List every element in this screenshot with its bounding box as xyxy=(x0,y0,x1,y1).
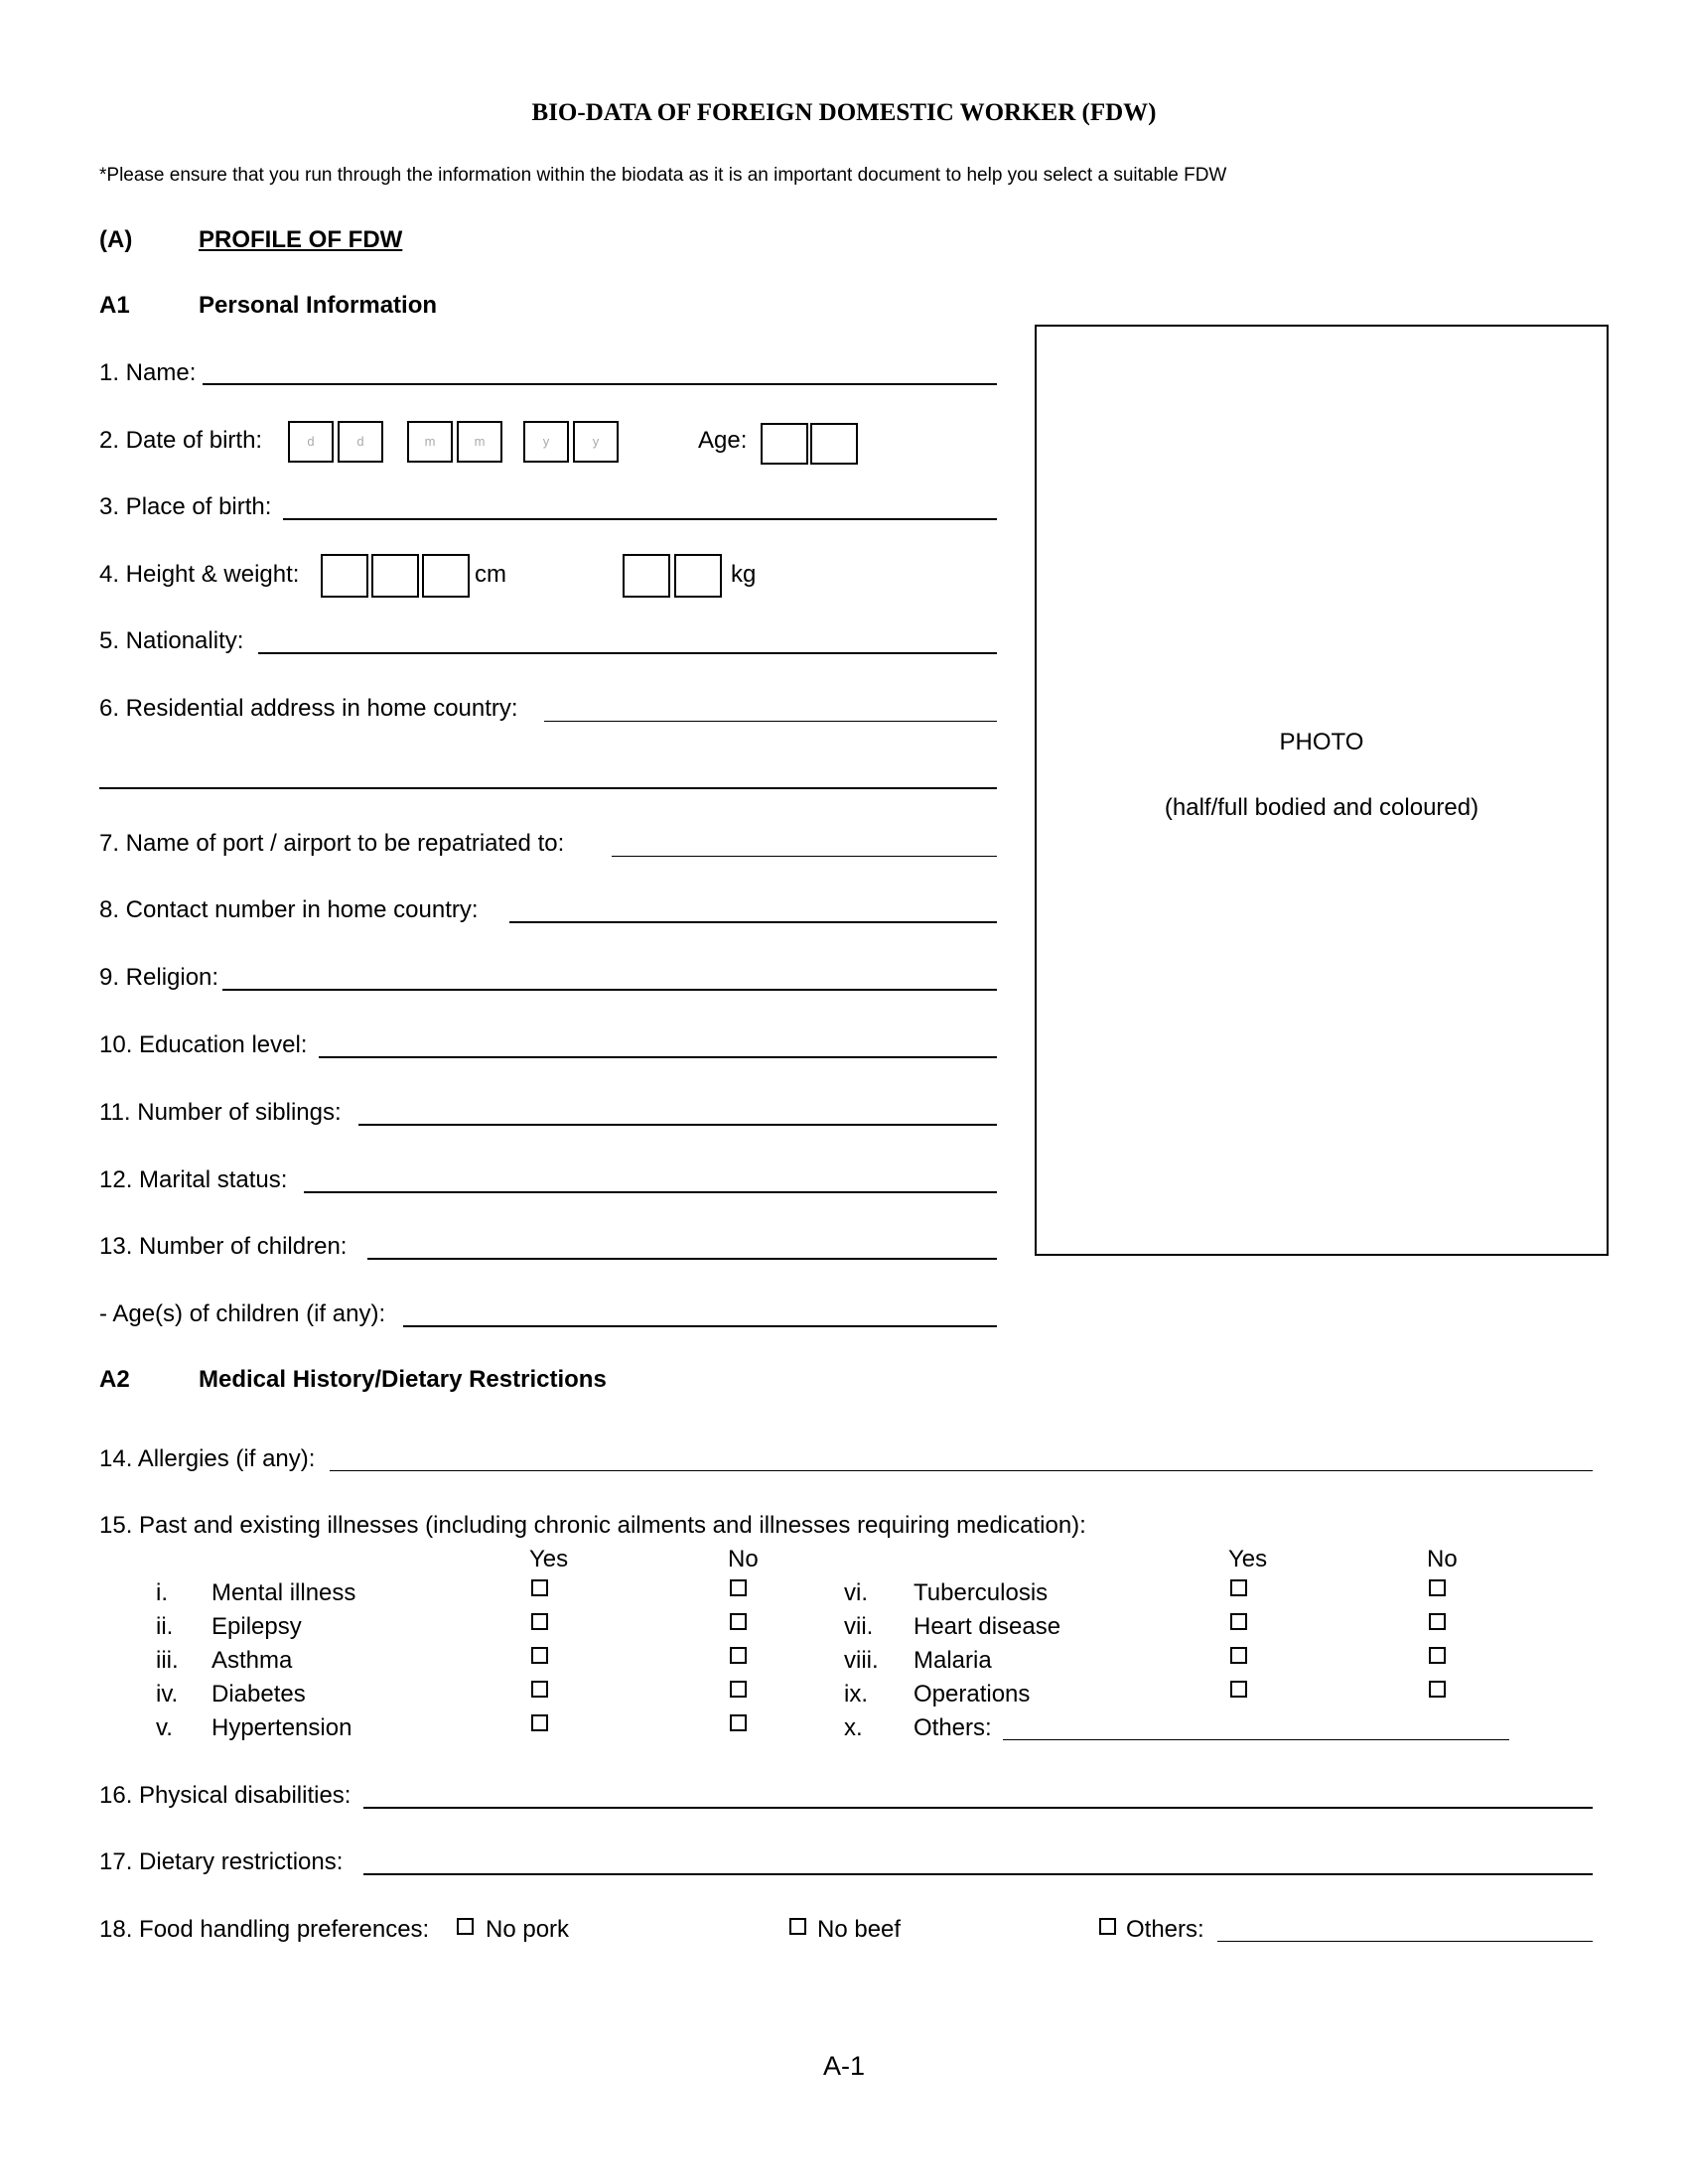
epilepsy-yes-checkbox[interactable] xyxy=(531,1613,548,1630)
page-number: A-1 xyxy=(822,2051,866,2081)
yes-header-left: Yes xyxy=(529,1546,569,1572)
illness-asthma: Asthma xyxy=(211,1647,293,1674)
address-label: 6. Residential address in home country: xyxy=(99,695,518,722)
illness-num: viii. xyxy=(844,1647,879,1674)
cm-unit: cm xyxy=(475,561,506,588)
allergies-label: 14. Allergies (if any): xyxy=(99,1445,316,1472)
food-others-field[interactable] xyxy=(1217,1941,1593,1942)
religion-field[interactable] xyxy=(222,989,997,991)
place-of-birth-label: 3. Place of birth: xyxy=(99,493,272,520)
illnesses-label: 15. Past and existing illnesses (including chronic ailments and illnesses requiring medication): xyxy=(99,1512,1086,1539)
mental-yes-checkbox[interactable] xyxy=(531,1579,548,1596)
photo-label: PHOTO xyxy=(1279,729,1364,755)
nationality-field[interactable] xyxy=(258,652,997,654)
height-box-1[interactable] xyxy=(321,554,368,598)
document-title: BIO-DATA OF FOREIGN DOMESTIC WORKER (FDW) xyxy=(531,99,1157,126)
weight-box-1[interactable] xyxy=(623,554,670,598)
education-label: 10. Education level: xyxy=(99,1031,308,1058)
nationality-label: 5. Nationality: xyxy=(99,627,244,654)
illness-num: iv. xyxy=(156,1681,179,1707)
height-box-2[interactable] xyxy=(371,554,419,598)
section-a-code: (A) xyxy=(99,226,133,253)
children-ages-field[interactable] xyxy=(403,1325,997,1327)
illness-num: iii. xyxy=(156,1647,179,1674)
illness-num: x. xyxy=(844,1714,863,1741)
marital-label: 12. Marital status: xyxy=(99,1166,288,1193)
illness-operations: Operations xyxy=(914,1681,1031,1707)
tuberculosis-no-checkbox[interactable] xyxy=(1429,1579,1446,1596)
dob-year-2[interactable]: y xyxy=(573,421,619,463)
mental-no-checkbox[interactable] xyxy=(730,1579,747,1596)
photo-caption: (half/full bodied and coloured) xyxy=(1164,794,1479,821)
dob-year-1[interactable]: y xyxy=(523,421,569,463)
disabilities-field[interactable] xyxy=(363,1807,1593,1809)
a2-code: A2 xyxy=(99,1366,130,1393)
section-a-title: PROFILE OF FDW xyxy=(199,226,403,253)
kg-unit: kg xyxy=(731,561,757,588)
illness-others-field[interactable] xyxy=(1003,1739,1509,1740)
age-box-1[interactable] xyxy=(761,423,808,465)
age-box-2[interactable] xyxy=(810,423,858,465)
siblings-field[interactable] xyxy=(358,1124,997,1126)
a2-title: Medical History/Dietary Restrictions xyxy=(199,1366,607,1393)
children-label: 13. Number of children: xyxy=(99,1233,348,1260)
dob-month-1[interactable]: m xyxy=(407,421,453,463)
no-beef-checkbox[interactable] xyxy=(789,1918,806,1935)
food-others-checkbox[interactable] xyxy=(1099,1918,1116,1935)
port-label: 7. Name of port / airport to be repatriated to: xyxy=(99,830,565,857)
illness-malaria: Malaria xyxy=(914,1647,992,1674)
weight-box-2[interactable] xyxy=(674,554,722,598)
contact-label: 8. Contact number in home country: xyxy=(99,896,479,923)
diabetes-no-checkbox[interactable] xyxy=(730,1681,747,1698)
illness-diabetes: Diabetes xyxy=(211,1681,306,1707)
hypertension-yes-checkbox[interactable] xyxy=(531,1714,548,1731)
no-beef-label: No beef xyxy=(817,1916,902,1943)
height-box-3[interactable] xyxy=(422,554,470,598)
children-ages-label: - Age(s) of children (if any): xyxy=(99,1300,386,1327)
instruction-note: *Please ensure that you run through the information within the biodata as it is an important document to help you select a suitable FDW xyxy=(99,165,1227,186)
no-header-left: No xyxy=(728,1546,759,1572)
asthma-no-checkbox[interactable] xyxy=(730,1647,747,1664)
contact-field[interactable] xyxy=(509,921,997,923)
address-field-line-1[interactable] xyxy=(544,721,997,722)
heart-disease-no-checkbox[interactable] xyxy=(1429,1613,1446,1630)
allergies-field[interactable] xyxy=(330,1470,1593,1471)
epilepsy-no-checkbox[interactable] xyxy=(730,1613,747,1630)
place-of-birth-field[interactable] xyxy=(283,518,997,520)
illness-num: ii. xyxy=(156,1613,174,1640)
education-field[interactable] xyxy=(319,1056,997,1058)
dietary-label: 17. Dietary restrictions: xyxy=(99,1848,344,1875)
address-field-line-2[interactable] xyxy=(99,787,997,789)
disabilities-label: 16. Physical disabilities: xyxy=(99,1782,352,1809)
religion-label: 9. Religion: xyxy=(99,964,219,991)
operations-yes-checkbox[interactable] xyxy=(1230,1681,1247,1698)
malaria-yes-checkbox[interactable] xyxy=(1230,1647,1247,1664)
illness-heart-disease: Heart disease xyxy=(914,1613,1061,1640)
illness-num: v. xyxy=(156,1714,173,1741)
food-others-label: Others: xyxy=(1126,1916,1204,1943)
yes-header-right: Yes xyxy=(1228,1546,1268,1572)
photo-box[interactable] xyxy=(1035,325,1609,1256)
a1-title: Personal Information xyxy=(199,292,438,319)
malaria-no-checkbox[interactable] xyxy=(1429,1647,1446,1664)
illness-tuberculosis: Tuberculosis xyxy=(914,1579,1049,1606)
port-field[interactable] xyxy=(612,856,997,857)
no-pork-label: No pork xyxy=(486,1916,570,1943)
dob-day-1[interactable]: d xyxy=(288,421,334,463)
name-label: 1. Name: xyxy=(99,359,197,386)
siblings-label: 11. Number of siblings: xyxy=(99,1099,342,1126)
illness-others-label: Others: xyxy=(914,1714,992,1741)
dob-day-2[interactable]: d xyxy=(338,421,383,463)
illness-num: vii. xyxy=(844,1613,874,1640)
age-label: Age: xyxy=(698,427,748,454)
illness-mental: Mental illness xyxy=(211,1579,356,1606)
illness-hypertension: Hypertension xyxy=(211,1714,352,1741)
illness-epilepsy: Epilepsy xyxy=(211,1613,302,1640)
no-pork-checkbox[interactable] xyxy=(457,1918,474,1935)
illness-num: ix. xyxy=(844,1681,868,1707)
heart-disease-yes-checkbox[interactable] xyxy=(1230,1613,1247,1630)
marital-field[interactable] xyxy=(304,1191,997,1193)
no-header-right: No xyxy=(1427,1546,1458,1572)
diabetes-yes-checkbox[interactable] xyxy=(531,1681,548,1698)
tuberculosis-yes-checkbox[interactable] xyxy=(1230,1579,1247,1596)
children-field[interactable] xyxy=(367,1258,997,1260)
operations-no-checkbox[interactable] xyxy=(1429,1681,1446,1698)
hypertension-no-checkbox[interactable] xyxy=(730,1714,747,1731)
food-pref-label: 18. Food handling preferences: xyxy=(99,1916,430,1943)
dob-label: 2. Date of birth: xyxy=(99,427,263,454)
illness-num: i. xyxy=(156,1579,168,1606)
asthma-yes-checkbox[interactable] xyxy=(531,1647,548,1664)
name-field[interactable] xyxy=(203,383,997,385)
a1-code: A1 xyxy=(99,292,130,319)
height-weight-label: 4. Height & weight: xyxy=(99,561,300,588)
illness-num: vi. xyxy=(844,1579,868,1606)
dietary-field[interactable] xyxy=(363,1873,1593,1875)
dob-month-2[interactable]: m xyxy=(457,421,502,463)
